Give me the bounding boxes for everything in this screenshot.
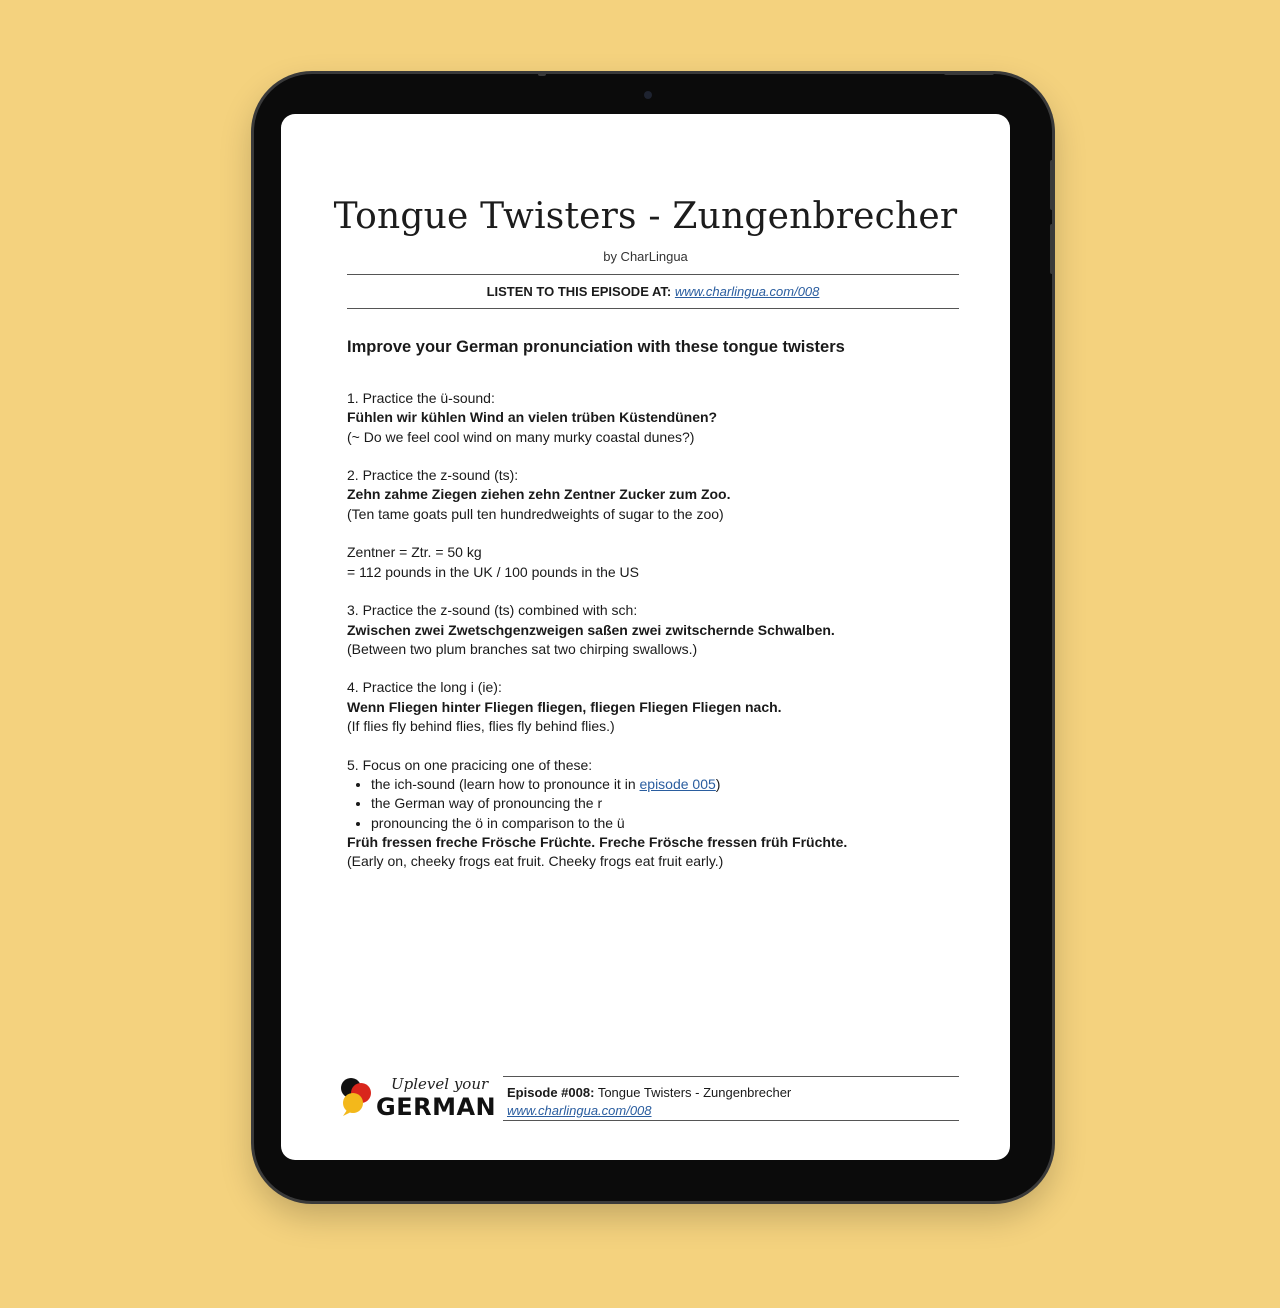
listen-link[interactable]: www.charlingua.com/008 bbox=[674, 284, 820, 299]
top-button bbox=[538, 72, 546, 76]
document-title: Tongue Twisters - Zungenbrecher bbox=[333, 196, 958, 237]
bullet-item: • pronouncing the ö in comparison to the ü bbox=[371, 814, 967, 833]
section-2-english: (Ten tame goats pull ten hundredweights of sugar to the zoo) bbox=[347, 505, 724, 522]
power-button bbox=[944, 71, 994, 75]
bullet-1-close: ) bbox=[715, 775, 721, 792]
logo-wordmark: GERMAN bbox=[376, 1093, 497, 1121]
footer-divider-top bbox=[503, 1076, 959, 1077]
section-4-english: (If flies fly behind flies, flies fly behind flies.) bbox=[347, 718, 615, 735]
section-5-english: (Early on, cheeky frogs eat fruit. Cheeky frogs eat fruit early.) bbox=[347, 853, 724, 870]
document-byline: by CharLingua bbox=[603, 249, 688, 264]
section-5-german: Früh fressen freche Frösche Früchte. Freche Frösche fressen früh Früchte. bbox=[347, 833, 848, 850]
footer-episode-title: Tongue Twisters - Zungenbrecher bbox=[597, 1085, 792, 1100]
uplevel-german-logo bbox=[339, 1074, 499, 1120]
section-4-german: Wenn Fliegen hinter Fliegen fliegen, fliegen Fliegen Fliegen nach. bbox=[347, 698, 782, 715]
intro-heading: Improve your German pronunciation with these tongue twisters bbox=[347, 338, 845, 356]
document-body bbox=[347, 389, 967, 871]
speech-bubbles-icon bbox=[339, 1076, 375, 1116]
section-3-german: Zwischen zwei Zwetschgenzweigen saßen zwei zwitschernde Schwalben. bbox=[347, 621, 835, 638]
bullet-1-text: the ich-sound (learn how to pronounce it in bbox=[371, 775, 640, 792]
divider-top bbox=[347, 274, 959, 275]
episode-005-link[interactable]: episode 005 bbox=[639, 775, 716, 792]
tablet-screen bbox=[281, 114, 1010, 1160]
footer-divider-bottom bbox=[503, 1120, 959, 1121]
listen-label: LISTEN TO THIS EPISODE AT: bbox=[486, 284, 672, 299]
footer-url-link[interactable]: www.charlingua.com/008 bbox=[507, 1103, 652, 1118]
section-2-heading: 2. Practice the z-sound (ts): bbox=[347, 467, 519, 484]
section-4-heading: 4. Practice the long i (ie): bbox=[347, 679, 502, 696]
bullet-item bbox=[371, 775, 967, 794]
volume-down-button bbox=[1050, 224, 1054, 274]
section-1-english: (~ Do we feel cool wind on many murky coastal dunes?) bbox=[347, 428, 695, 445]
logo-tagline: Uplevel your bbox=[391, 1075, 489, 1093]
section-5-bullets bbox=[347, 775, 967, 833]
section-3-english: (Between two plum branches sat two chirping swallows.) bbox=[347, 640, 698, 657]
listen-banner bbox=[347, 284, 959, 299]
front-camera bbox=[644, 91, 652, 99]
section-2-german: Zehn zahme Ziegen ziehen zehn Zentner Zucker zum Zoo. bbox=[347, 486, 731, 503]
section-1-heading: 1. Practice the ü-sound: bbox=[347, 390, 495, 406]
volume-up-button bbox=[1050, 160, 1054, 210]
footer-episode-info bbox=[507, 1084, 791, 1120]
section-5-heading: 5. Focus on one pracicing one of these: bbox=[347, 756, 593, 773]
divider-bottom bbox=[347, 308, 959, 309]
section-1-german: Fühlen wir kühlen Wind an vielen trüben Küstendünen? bbox=[347, 409, 718, 426]
footer-episode-label: Episode #008: bbox=[507, 1085, 595, 1100]
footer-episode-line bbox=[507, 1084, 791, 1102]
zentner-note-line2: = 112 pounds in the UK / 100 pounds in the US bbox=[347, 563, 640, 580]
zentner-note-line1: Zentner = Ztr. = 50 kg bbox=[347, 544, 482, 561]
bullet-item: • the German way of pronouncing the r bbox=[371, 794, 967, 813]
section-3-heading: 3. Practice the z-sound (ts) combined with sch: bbox=[347, 602, 638, 619]
